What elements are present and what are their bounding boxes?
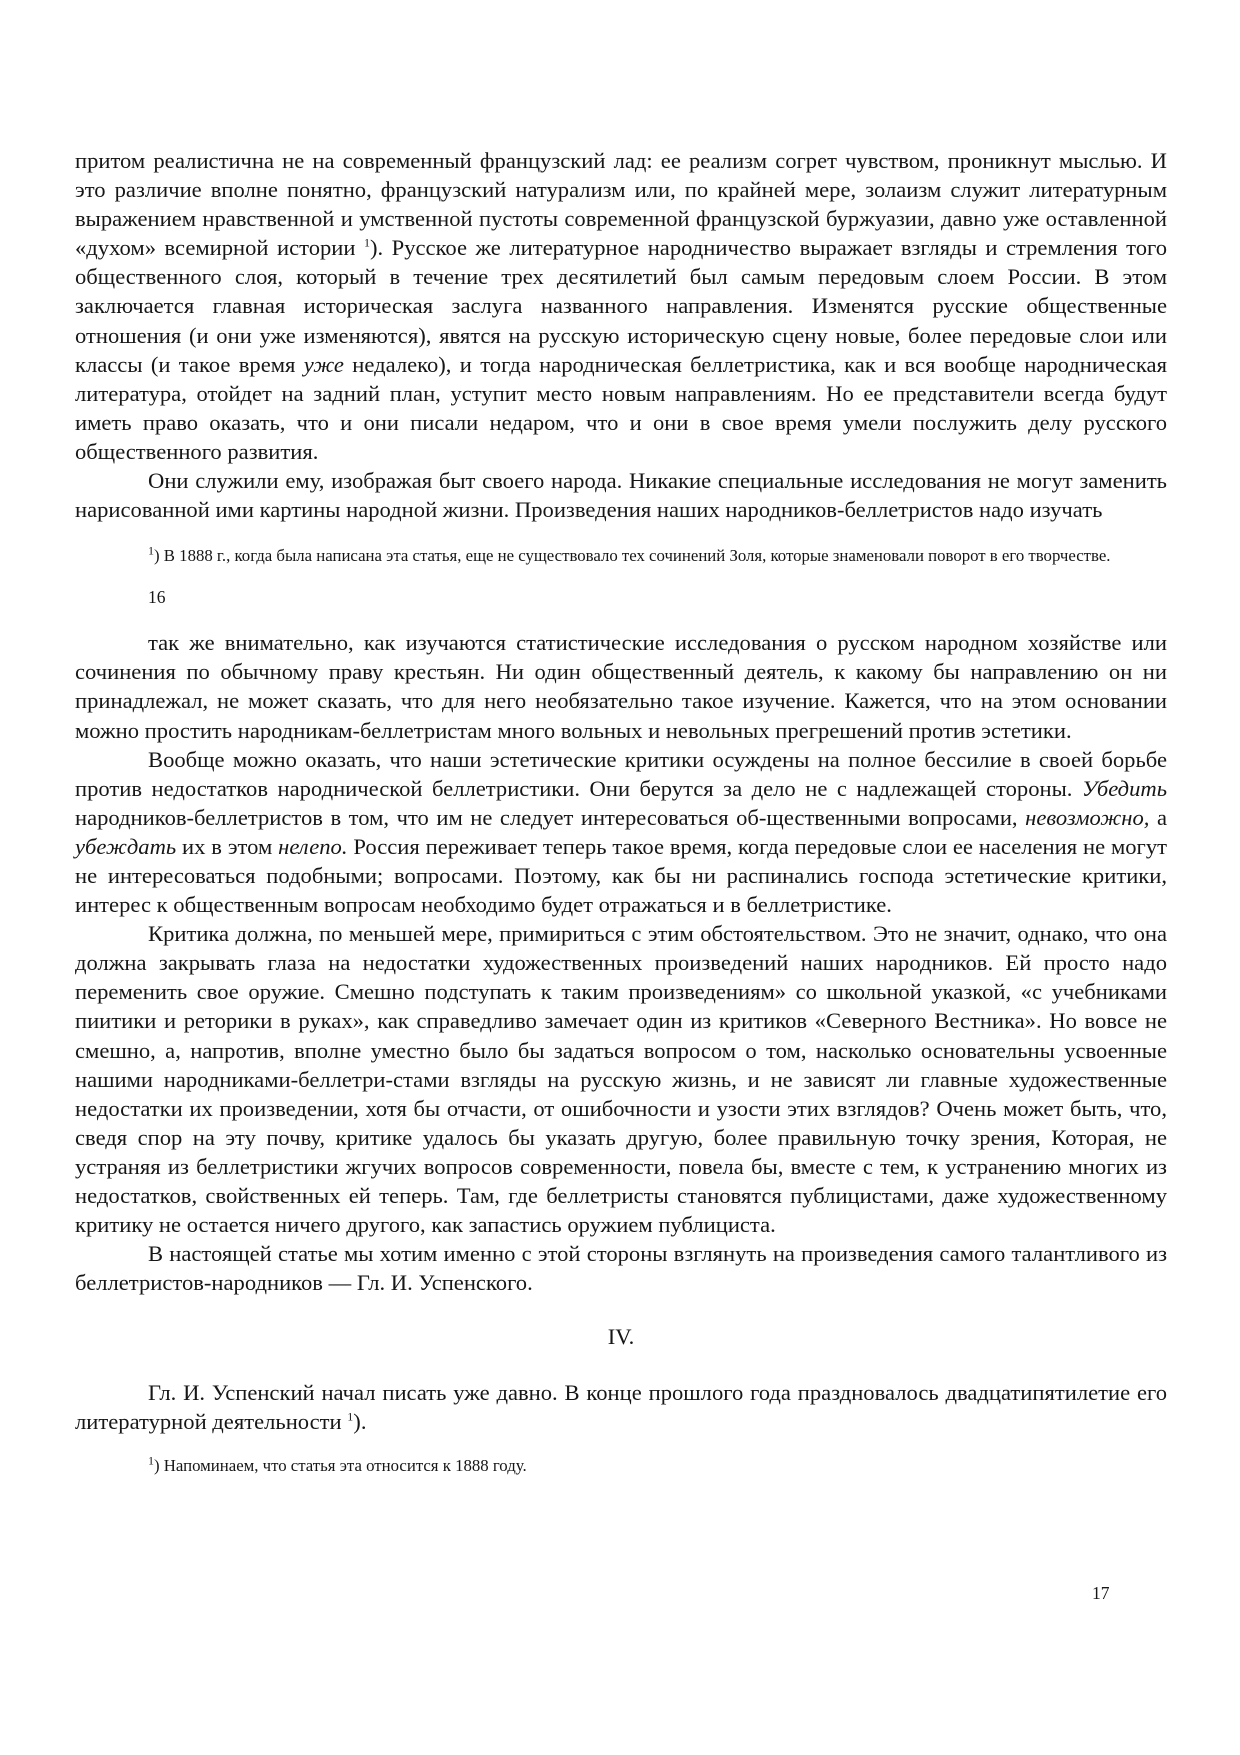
page-number: 17 bbox=[1092, 1583, 1110, 1603]
footnote-1: $^1$) В 1888 г., когда была написана эта статья, еще не существовало тех сочинений Золя, которые знаменовали поворот в его творчестве. bbox=[148, 543, 1111, 566]
document-page bbox=[75, 146, 1167, 1479]
footnote-marker: 1 bbox=[148, 1452, 154, 1467]
page-marker-16: 16 bbox=[148, 587, 166, 608]
paragraph-3: так же внимательно, как изучаются статистические исследования о русском народном хозяйстве или сочинения по обычному праву крестьян. Ни один общественный деятель, к какому бы направлению он ни принадлежал, не может сказать, что для него необязательно такое изучение. Кажется, что на этом основании можно простить народникам-беллетристам много вольных и невольных прегрешений против эстетики. bbox=[75, 630, 1167, 743]
paragraph-7: Гл. И. Успенский начал писать уже давно. В конце прошлого года праздновалось двадцатипятилетие его литературной деятельности $^1$). bbox=[75, 1380, 1167, 1435]
footnote-marker: 1 bbox=[148, 543, 154, 558]
section-heading: IV. bbox=[607, 1324, 635, 1350]
footnote-reference: 1 bbox=[347, 1409, 354, 1424]
footnote-reference: 1 bbox=[363, 235, 370, 250]
paragraph-1: притом реалистична не на современный французский лад: ее реализм согрет чувством, проникнут мыслью. И это различие вполне понятно, французский натурализм или, по крайней мере, золаизм служит литературным выражением нравственной и умственной пустоты современной французской буржуазии, давно уже оставленной «духом» всемирной истории $^1$). Русское же литературное народничество выражает взгляды и стремления того общественного слоя, который в течение трех десятилетий был самым передовым слоем России. В этом заключается главная историческая заслуга названного направления. Изменятся русские общественные отношения (и они уже изменяются), явятся на русскую историческую сцену новые, более передовые слои или классы (и такое время уже недалеко), и тогда народническая беллетристика, как и вся вообще народническая литература, отойдет на задний план, уступит место новым направлениям. Но ее представители всегда будут иметь право оказать, что и они писали недаром, что и они в свое время умели послужить делу русского общественного развития. bbox=[75, 148, 1167, 464]
paragraph-4: Вообще можно оказать, что наши эстетические критики осуждены на полное бессилие в своей борьбе против недостатков народнической беллетристики. Они берутся за дело не с надлежащей стороны. Убедить народников-беллетристов в том, что им не следует интересоваться об-щественными вопросами, невозможно, а убеждать их в этом нелепо. Россия переживает теперь такое время, когда передовые слои ее населения не могут не интересоваться подобными; вопросами. Поэтому, как бы ни распинались господа эстетические критики, интерес к общественным вопросам необходимо будет отражаться и в беллетристике. bbox=[75, 746, 1167, 918]
footnote-2: $^1$) Напоминаем, что статья эта относится к 1888 году. bbox=[148, 1452, 527, 1475]
paragraph-2: Они служили ему, изображая быт своего народа. Никакие специальные исследования не могут заменить нарисованной ими картины народной жизни. Произведения наших народников-беллетристов надо изучать bbox=[75, 468, 1167, 523]
paragraph-6: В настоящей статье мы хотим именно с этой стороны взглянуть на произведения самого талантливого из беллетристов-народников — Гл. И. Успенского. bbox=[75, 1241, 1167, 1296]
paragraph-5: Критика должна, по меньшей мере, примириться с этим обстоятельством. Это не значит, однако, что она должна закрывать глаза на недостатки художественных произведений наших народников. Ей просто надо переменить свое оружие. Смешно подступать к таким произведениям» со школьной указкой, «с учебниками пиитики и реторики в руках», как справедливо замечает один из критиков «Северного Вестника». Но вовсе не смешно, а, напротив, вполне уместно было бы задаться вопросом о том, насколько основательны усвоенные нашими народниками-беллетри-стами взгляды на русскую жизнь, и не зависят ли главные художественные недостатки их произведении, хотя бы отчасти, от ошибочности и узости этих взглядов? Очень может быть, что, сведя спор на эту почву, критике удалось бы указать другую, более правильную точку зрения, Которая, не устраняя из беллетристики жгучих вопросов современности, повела бы, вместе с тем, к устранению многих из недостатков, свойственных ей теперь. Там, где беллетристы становятся публицистами, даже художественному критику не остается ничего другого, как запастись оружием публициста. bbox=[75, 921, 1167, 1238]
